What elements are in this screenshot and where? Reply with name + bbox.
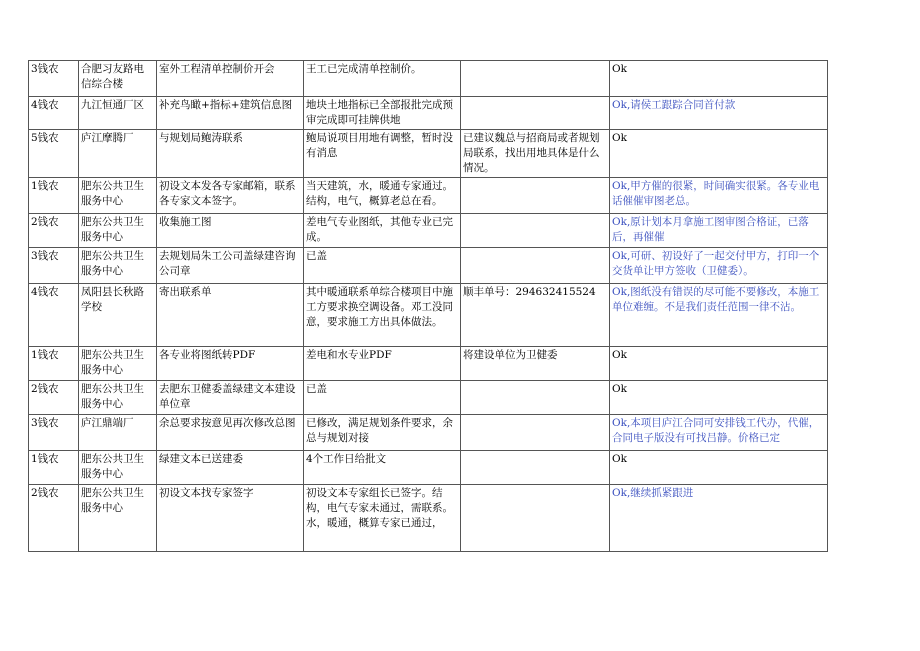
row-id-cell: 2钱农: [29, 381, 79, 415]
task-cell: 补充鸟瞰+指标+建筑信息图: [157, 97, 304, 130]
note-cell: 将建设单位为卫健委: [461, 347, 610, 381]
progress-cell: 4个工作日给批文: [304, 451, 461, 485]
note-cell: [461, 97, 610, 130]
table-row: [29, 97, 828, 130]
note-cell: [461, 451, 610, 485]
table-row: [29, 130, 828, 178]
note-cell: [461, 485, 610, 552]
row-id-cell: 1钱农: [29, 178, 79, 214]
reply-cell: Ok,继续抓紧跟进: [610, 485, 828, 552]
work-log-body: [29, 61, 828, 552]
note-cell: [461, 178, 610, 214]
row-id-cell: 4钱农: [29, 284, 79, 347]
table-row: [29, 214, 828, 248]
table-row: [29, 284, 828, 347]
reply-cell: Ok: [610, 61, 828, 97]
table-row: [29, 61, 828, 97]
project-cell: 肥东公共卫生服务中心: [79, 485, 157, 552]
project-cell: 肥东公共卫生服务中心: [79, 381, 157, 415]
note-cell: [461, 61, 610, 97]
task-cell: 收集施工图: [157, 214, 304, 248]
table-row: [29, 381, 828, 415]
project-cell: 肥东公共卫生服务中心: [79, 347, 157, 381]
progress-cell: 差电气专业图纸，其他专业已完成。: [304, 214, 461, 248]
table-row: [29, 415, 828, 451]
table-row: [29, 347, 828, 381]
task-cell: 绿建文本已送建委: [157, 451, 304, 485]
project-cell: 庐江摩腾厂: [79, 130, 157, 178]
reply-cell: Ok: [610, 347, 828, 381]
reply-cell: Ok,甲方催的很紧，时间确实很紧。各专业电话催催审图老总。: [610, 178, 828, 214]
project-cell: 肥东公共卫生服务中心: [79, 214, 157, 248]
task-cell: 初设文本发各专家邮箱，联系各专家文本签字。: [157, 178, 304, 214]
task-cell: 去肥东卫健委盖绿建文本建设单位章: [157, 381, 304, 415]
reply-cell: Ok,原计划本月拿施工图审图合格证，已落后，再催催: [610, 214, 828, 248]
task-cell: 寄出联系单: [157, 284, 304, 347]
task-cell: 各专业将图纸转PDF: [157, 347, 304, 381]
table-row: [29, 178, 828, 214]
project-cell: 肥东公共卫生服务中心: [79, 248, 157, 284]
work-log-table: [28, 60, 828, 552]
table-row: [29, 248, 828, 284]
row-id-cell: 4钱农: [29, 97, 79, 130]
row-id-cell: 2钱农: [29, 485, 79, 552]
row-id-cell: 1钱农: [29, 347, 79, 381]
table-row: [29, 485, 828, 552]
project-cell: 九江恒通厂区: [79, 97, 157, 130]
progress-cell: 鲍局说项目用地有调整，暂时没有消息: [304, 130, 461, 178]
table-row: [29, 451, 828, 485]
task-cell: 室外工程清单控制价开会: [157, 61, 304, 97]
reply-cell: Ok,图纸没有错误的尽可能不要修改，本施工单位难缠。不是我们责任范围一律不沾。: [610, 284, 828, 347]
progress-cell: 差电和水专业PDF: [304, 347, 461, 381]
reply-cell: Ok: [610, 381, 828, 415]
note-cell: 已建议魏总与招商局或者规划局联系，找出用地具体是什么情况。: [461, 130, 610, 178]
progress-cell: 其中暖通联系单综合楼项目中施工方要求换空调设备。邓工没同意，要求施工方出具体做法。: [304, 284, 461, 347]
progress-cell: 已修改，满足规划条件要求，余总与规划对接: [304, 415, 461, 451]
reply-cell: Ok: [610, 130, 828, 178]
task-cell: 余总要求按意见再次修改总图: [157, 415, 304, 451]
reply-cell: Ok,请侯工跟踪合同首付款: [610, 97, 828, 130]
project-cell: 肥东公共卫生服务中心: [79, 178, 157, 214]
project-cell: 肥东公共卫生服务中心: [79, 451, 157, 485]
project-cell: 庐江鼎端厂: [79, 415, 157, 451]
progress-cell: 当天建筑，水，暖通专家通过。结构，电气，概算老总在看。: [304, 178, 461, 214]
row-id-cell: 3钱农: [29, 415, 79, 451]
reply-cell: Ok,本项目庐江合同可安排钱工代办，代催，合同电子版没有可找吕静。价格已定: [610, 415, 828, 451]
progress-cell: 王工已完成清单控制价。: [304, 61, 461, 97]
row-id-cell: 1钱农: [29, 451, 79, 485]
task-cell: 去规划局朱工公司盖绿建咨询公司章: [157, 248, 304, 284]
note-cell: [461, 415, 610, 451]
task-cell: 初设文本找专家签字: [157, 485, 304, 552]
note-cell: 顺丰单号：294632415524: [461, 284, 610, 347]
row-id-cell: 3钱农: [29, 61, 79, 97]
row-id-cell: 3钱农: [29, 248, 79, 284]
project-cell: 合肥习友路电信综合楼: [79, 61, 157, 97]
progress-cell: 地块土地指标已全部报批完成预审完成即可挂牌供地: [304, 97, 461, 130]
row-id-cell: 5钱农: [29, 130, 79, 178]
row-id-cell: 2钱农: [29, 214, 79, 248]
task-cell: 与规划局鲍涛联系: [157, 130, 304, 178]
note-cell: [461, 214, 610, 248]
reply-cell: Ok: [610, 451, 828, 485]
project-cell: 凤阳县长秋路学校: [79, 284, 157, 347]
reply-cell: Ok,可研、初设好了一起交付甲方，打印一个交货单让甲方签收（卫健委）。: [610, 248, 828, 284]
note-cell: [461, 248, 610, 284]
progress-cell: 初设文本专家组长已签字。结构，电气专家未通过，需联系。水，暖通，概算专家已通过，: [304, 485, 461, 552]
progress-cell: 已盖: [304, 248, 461, 284]
progress-cell: 已盖: [304, 381, 461, 415]
note-cell: [461, 381, 610, 415]
